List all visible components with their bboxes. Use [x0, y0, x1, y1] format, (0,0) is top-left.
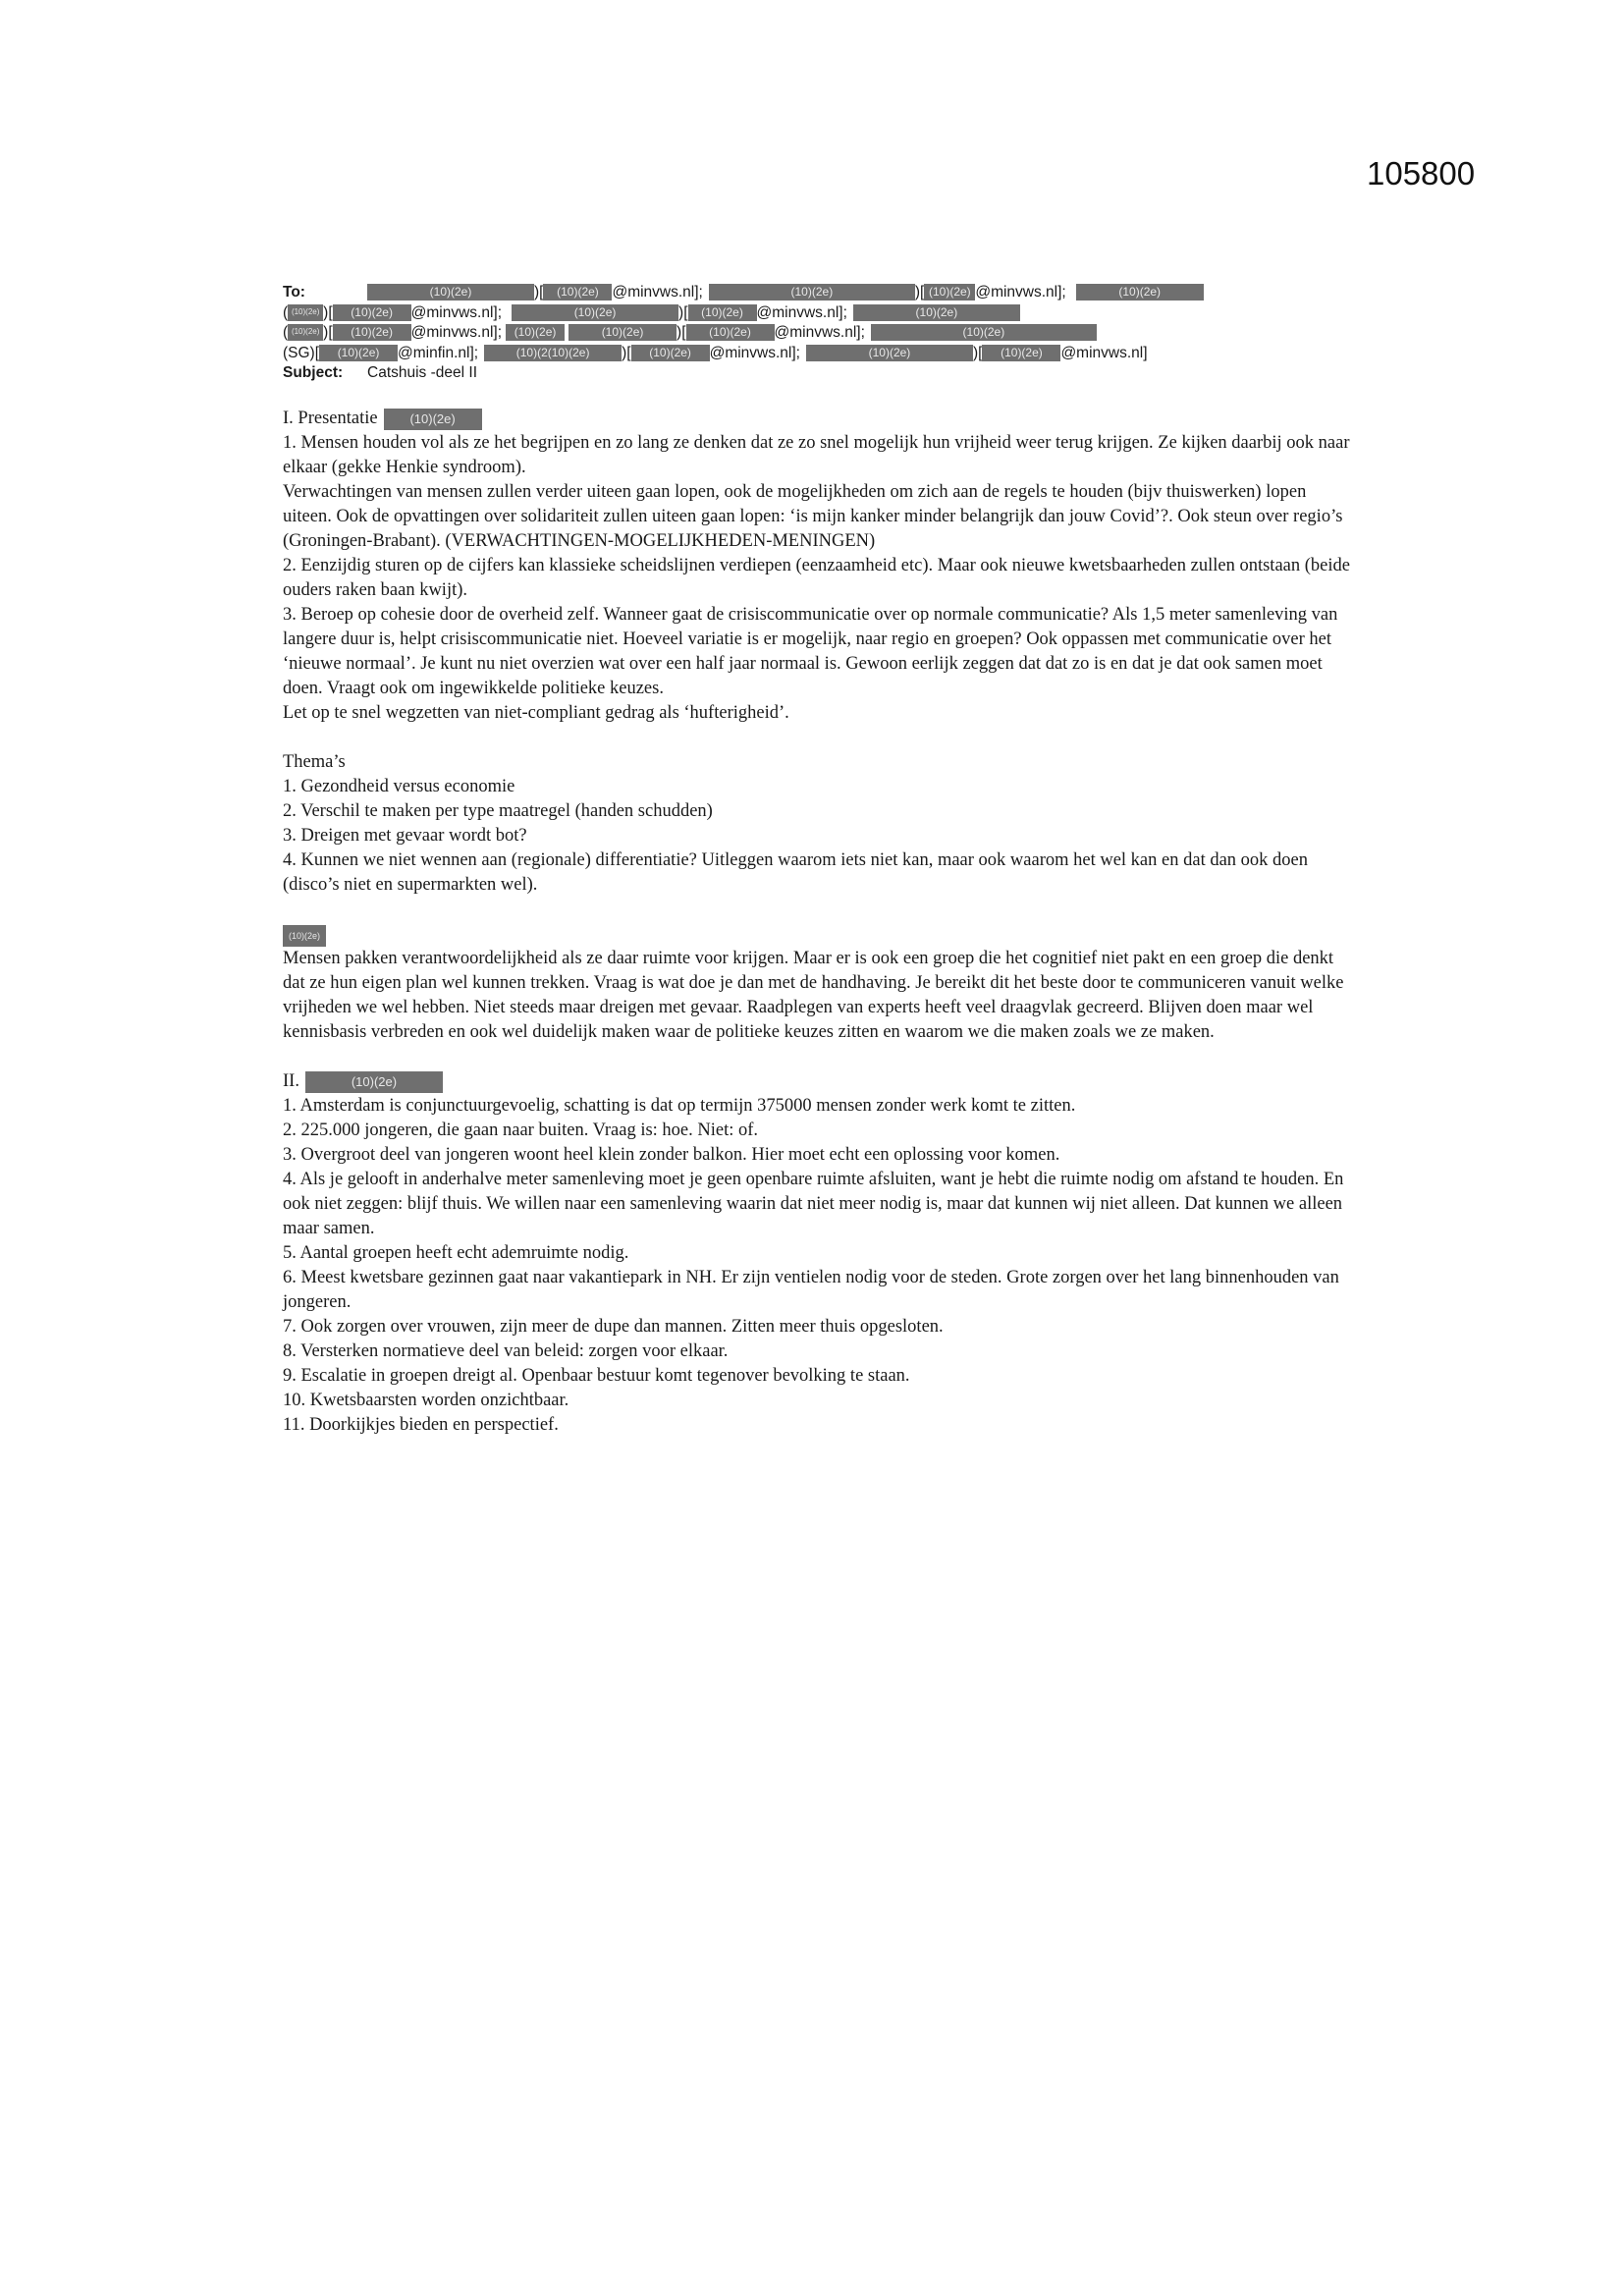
header-text: )[	[534, 284, 544, 301]
header-text: )[	[678, 303, 688, 321]
list-item: 2. 225.000 jongeren, die gaan naar buiten. Vraag is: hoe. Niet: of.	[283, 1121, 759, 1140]
email-domain: @minvws.nl];	[774, 324, 865, 341]
section-2-heading	[283, 1069, 1353, 1094]
list-item: 7. Ook zorgen over vrouwen, zijn meer de dupe dan mannen. Zitten meer thuis opgesloten.	[283, 1317, 944, 1337]
themes-heading: Thema’s	[283, 752, 346, 772]
redaction-box: (10)(2e)	[924, 284, 975, 301]
list-item: 1. Gezondheid versus economie	[283, 777, 515, 796]
redaction-box: (10)(2e)	[1076, 284, 1204, 301]
document-body	[283, 407, 1353, 1438]
redaction-box: (10)(2e)	[686, 324, 775, 341]
redaction-box: (10)(2e)	[512, 304, 678, 321]
email-domain: @minvws.nl];	[612, 284, 703, 301]
paragraph: Verwachtingen van mensen zullen verder uiteen gaan lopen, ook de mogelijkheden om zich aan de regels te houden (bijv thuiswerken) lopen uiteen. Ook de opvattingen over solidariteit zullen uiteen gaan lopen: ‘is mijn kanker minder belangrijk dan jouw Covid’?. Ook steun over regio’s (Groningen-Brabant). (VERWACHTINGEN-MOGELIJKHEDEN-MENINGEN)	[283, 482, 1343, 551]
email-domain: @minfin.nl];	[398, 344, 479, 361]
header-text: (	[283, 324, 289, 341]
list-item: 2. Verschil te maken per type maatregel (handen schudden)	[283, 801, 713, 821]
email-domain: @minvws.nl];	[410, 324, 503, 341]
heading-text: I. Presentatie	[283, 409, 378, 428]
header-text: )[	[677, 324, 686, 341]
paragraph: Let op te snel wegzetten van niet-compliant gedrag als ‘hufterigheid’.	[283, 703, 789, 723]
redaction-box: (10)(2e)	[543, 284, 612, 301]
email-header	[283, 283, 1343, 384]
redaction-box: (10)(2e)	[384, 409, 482, 430]
header-text: )[	[323, 324, 333, 341]
redaction-box: (10)(2e)	[283, 925, 326, 947]
subject-line	[283, 363, 1343, 384]
redaction-box: (10)(2e)	[333, 304, 411, 321]
subject-label: Subject:	[283, 364, 344, 381]
email-domain: @minvws.nl];	[410, 303, 503, 321]
redaction-box: (10)(2e)	[305, 1071, 443, 1093]
list-item: 6. Meest kwetsbare gezinnen gaat naar vakantiepark in NH. Er zijn ventielen nodig voor de steden. Grote zorgen over het lang binnenhouden van jongeren.	[283, 1268, 1339, 1312]
to-label: To:	[283, 284, 305, 301]
redaction-box: (10)(2e)	[631, 345, 710, 361]
paragraph: 1. Mensen houden vol als ze het begrijpen en zo lang ze denken dat ze zo snel mogelijk hun vrijheid weer terug krijgen. Ze kijken daarbij ook naar elkaar (gekke Henkie syndroom).	[283, 433, 1350, 477]
list-item: 3. Overgroot deel van jongeren woont heel klein zonder balkon. Hier moet echt een oplossing voor komen.	[283, 1145, 1060, 1165]
redacted-speaker-heading	[283, 922, 1353, 947]
redaction-box: (10)(2e)	[709, 284, 915, 301]
heading-text: II.	[283, 1071, 299, 1091]
to-line-3	[283, 323, 1343, 344]
redaction-box: (10)(2e)	[806, 345, 973, 361]
redaction-box: (10)(2e)	[871, 324, 1097, 341]
email-domain: @minvws.nl];	[756, 303, 847, 321]
to-line-2	[283, 303, 1343, 324]
header-text: (SG)[	[283, 344, 320, 361]
paragraph: 3. Beroep op cohesie door de overheid zelf. Wanneer gaat de crisiscommunicatie over op normale communicatie? Als 1,5 meter samenleving van langere duur is, helpt crisiscommunicatie niet. Hoeveel variatie is er mogelijk, naar regio en groepen? Ook oppassen met communicatie over het ‘nieuwe normaal’. Je kunt nu niet overzien wat over een half jaar normaal is. Gewoon eerlijk zeggen dat dat zo is en dat je dat ook samen moet doen. Vraagt ook om ingewikkelde politieke keuzes.	[283, 605, 1338, 698]
header-text: )[	[972, 344, 983, 361]
header-text: )[	[914, 284, 925, 301]
list-item: 9. Escalatie in groepen dreigt al. Openbaar bestuur komt tegenover bevolking te staan.	[283, 1366, 910, 1386]
header-text: )[	[323, 303, 333, 321]
document-number: 105800	[1367, 155, 1476, 191]
redaction-box: (10)(2e)	[688, 304, 757, 321]
email-domain: @minvws.nl]	[1060, 344, 1148, 361]
header-text: )[	[622, 344, 631, 361]
subject-text: Catshuis -deel II	[367, 364, 477, 381]
section-1-heading	[283, 407, 1353, 431]
redaction-box: (10)(2e)	[506, 324, 565, 341]
list-item: 3. Dreigen met gevaar wordt bot?	[283, 826, 527, 846]
email-domain: @minvws.nl];	[975, 284, 1066, 301]
to-line-4	[283, 344, 1343, 364]
paragraph: Mensen pakken verantwoordelijkheid als ze daar ruimte voor krijgen. Maar er is ook een groep die het cognitief niet pakt en een groep die denkt dat ze hun eigen plan wel kunnen trekken. Vraag is wat doe je dan met de handhaving. Je bereikt dit het beste door te communiceren vanuit welke vrijheden we wel hebben. Niet steeds maar dreigen met gevaar. Raadplegen van experts heeft veel draagvlak gecreerd. Blijven doen maar wel kennisbasis verbreden en ook wel duidelijk maken waar de politieke keuzes zitten en waarom we die maken zoals we ze maken.	[283, 949, 1344, 1042]
list-item: 4. Als je gelooft in anderhalve meter samenleving moet je geen openbare ruimte afsluiten, want je hebt die ruimte nodig om afstand te houden. En ook niet zeggen: blijf thuis. We willen naar een samenleving waarin dat niet meer nodig is, maar dat kunnen wij niet alleen. Dat kunnen we alleen maar samen.	[283, 1170, 1344, 1238]
list-item: 1. Amsterdam is conjunctuurgevoelig, schatting is dat op termijn 375000 mensen zonder werk komt te zitten.	[283, 1096, 1076, 1116]
list-item: 10. Kwetsbaarsten worden onzichtbaar.	[283, 1391, 569, 1410]
to-line-1	[283, 283, 1343, 303]
list-item: 5. Aantal groepen heeft echt ademruimte nodig.	[283, 1243, 629, 1263]
header-text: (	[283, 303, 289, 321]
email-domain: @minvws.nl];	[709, 344, 800, 361]
redaction-box: (10)(2e)	[853, 304, 1020, 321]
list-item: 8. Versterken normatieve deel van beleid: zorgen voor elkaar.	[283, 1341, 729, 1361]
redaction-box: (10)(2e)	[568, 324, 677, 341]
redaction-box: (10)(2e)	[288, 304, 323, 321]
redaction-box: (10)(2e)	[333, 324, 411, 341]
redaction-box: (10)(2e)	[288, 324, 323, 341]
redaction-box: (10)(2e)	[982, 345, 1060, 361]
paragraph: 2. Eenzijdig sturen op de cijfers kan klassieke scheidslijnen verdiepen (eenzaamheid etc). Maar ook nieuwe kwetsbaarheden zullen ontstaan (beide ouders raken baan kwijt).	[283, 556, 1350, 600]
redaction-box: (10)(2(10)(2e)	[484, 345, 622, 361]
redaction-box: (10)(2e)	[367, 284, 534, 301]
redaction-box: (10)(2e)	[319, 345, 398, 361]
list-item: 4. Kunnen we niet wennen aan (regionale) differentiatie? Uitleggen waarom iets niet kan, maar ook waarom het wel kan en dat dan ook doen (disco’s niet en supermarkten wel).	[283, 850, 1309, 895]
list-item: 11. Doorkijkjes bieden en perspectief.	[283, 1415, 559, 1435]
